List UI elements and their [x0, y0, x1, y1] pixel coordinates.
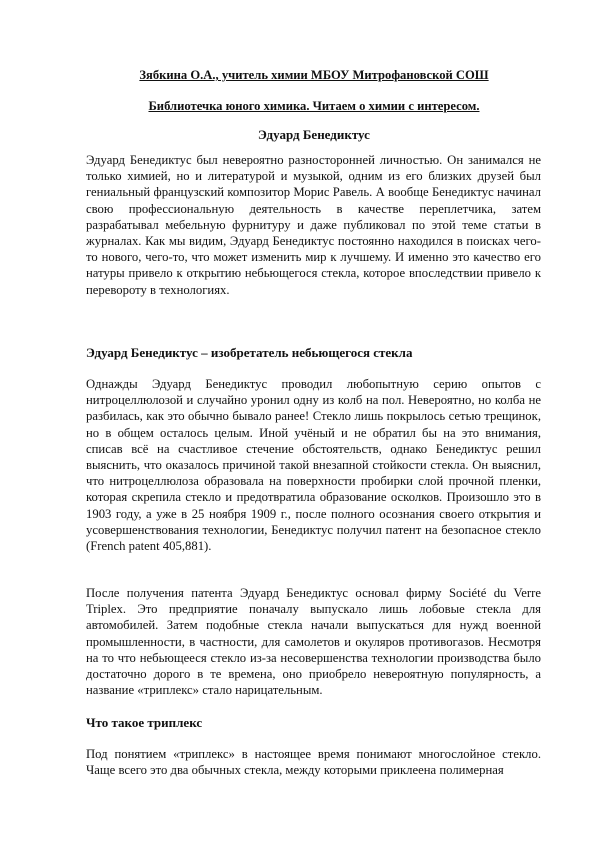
heading-what-is-triplex: Что такое триплекс	[86, 715, 203, 730]
heading-inventor: Эдуард Бенедиктус – изобретатель небьющегося стекла	[86, 345, 413, 360]
paragraph-company: После получения патента Эдуард Бенедиктус основал фирму Société du Verre Triplex. Это предприятие поначалу выпускало лишь лобовые стекла для автомобилей. Затем подобные стекла начали выпускаться для нужд военной промышленности, в частности, для самолетов и окуляров противогазов. Несмотря на то что небьющееся стекло из-за несовершенства технологии производства было достаточно дорого в те времена, оно приобрело невероятную популярность, а название «триплекс» стало нарицательным.	[86, 586, 541, 698]
document-title: Эдуард Бенедиктус	[258, 127, 370, 142]
series-line: Библиотечка юного химика. Читаем о химии с интересом.	[148, 99, 480, 113]
paragraph-intro: Эдуард Бенедиктус был невероятно разносторонней личностью. Он занимался не только химией, но и литературой и музыкой, одним из его близких друзей был гениальный французский композитор Морис Равель. А вообще Бенедиктус начинал свою профессиональную деятельность в качестве переплетчика, затем разрабатывал мебельную фурнитуру и даже публиковал по этой теме статьи в журналах. Как мы видим, Эдуард Бенедиктус постоянно находился в поисках чего-то нового, чего-то, что может изменить мир к лучшему. И именно это качество его натуры привело к открытию небьющегося стекла, которое впоследствии привело к перевороту в технологиях.	[86, 153, 541, 297]
paragraph-invention: Однажды Эдуард Бенедиктус проводил любопытную серию опытов с нитроцеллюлозой и случайно уронил одну из колб на пол. Невероятно, но колба не разбилась, как это обычно бывало ранее! Стекло лишь покрылось сетью трещинок, но в общем осталось целым. Иной учёный и не обратил бы на это внимания, списав всё на счастливое стечение обстоятельств, однако Бенедиктус решил выяснить, что оказалось причиной такой внезапной стойкости стекла. Он выяснил, что нитроцеллюлоза образовала на поверхности пробирки слой прочной пленки, которая скрепила стекло и предотвратила образование осколков. Произошло это в 1903 году, а уже в 25 ноября 1909 г., после полного осознания своего открытия и усовершенствования технологии, Бенедиктус получил патент на безопасное стекло (French patent 405,881).	[86, 377, 541, 554]
author-line: Зябкина О.А., учитель химии МБОУ Митрофановской СОШ	[139, 68, 489, 82]
paragraph-triplex: Под понятием «триплекс» в настоящее время понимают многослойное стекло. Чаще всего это два обычных стекла, между которыми приклеена полимерная	[86, 747, 541, 778]
